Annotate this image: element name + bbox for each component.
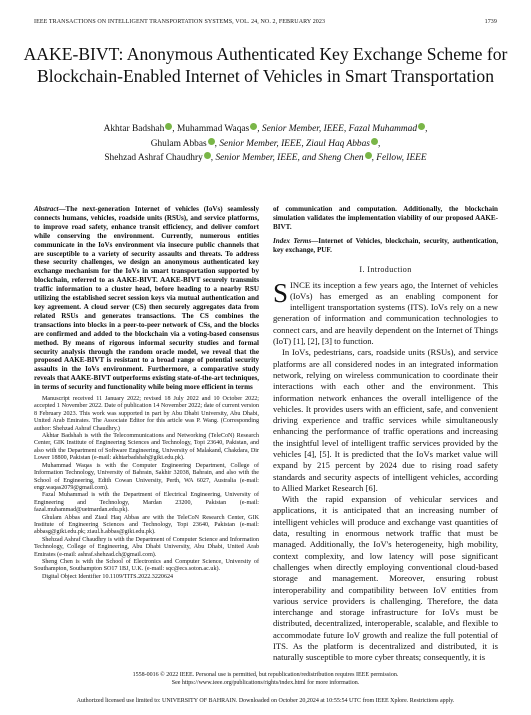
- left-column: [34, 205, 259, 581]
- orcid-icon[interactable]: [371, 138, 378, 145]
- right-column: [273, 205, 498, 664]
- footnote: Sheng Chen is with the School of Electronics and Computer Science, University of Southampton, Southampton SO17 1BJ, U.K. (e-mail: sqc@ecs.soton.ac.uk).: [34, 558, 259, 573]
- journal-header: IEEE TRANSACTIONS ON INTELLIGENT TRANSPORTATION SYSTEMS, VOL. 24, NO. 2, FEBRUARY 2023: [34, 19, 326, 25]
- drop-cap: S: [273, 277, 289, 308]
- orcid-icon[interactable]: [204, 152, 211, 159]
- paragraph: In IoVs, pedestrians, cars, roadside units (RSUs), and service platforms are all considered nodes in an integrated information network, relying on wireless communication to coordinate their interactions with each other and the environment. This information network enhances the overall intelligence of the vehicles. It provides users with an efficient, safe, and convenient driving experience and traffic services while simultaneously enhancing the performance of traffic operations and increasing the insightful level of intelligent traffic services provided by the vehicles [4], [5]. It is predicted that the IoVs market value will expand by 215 percent by 2024 due to rising road safety standards and security aspects of intelligent vehicles, according to Allied Market Research [6].: [273, 347, 498, 493]
- author-line-3: Shehzad Ashraf Chaudhry , Senior Member, IEEE, and Sheng Chen , Fellow, IEEE: [104, 153, 427, 163]
- page-number: 1739: [484, 19, 497, 25]
- footnote: Fazal Muhammad is with the Department of Electrical Engineering, University of Engineering and Technology, Mardan 23200, Pakistan (e-mail: fazal.muhammad@uetmardan.edu.pk).: [34, 492, 259, 514]
- author-line-2: Ghulam Abbas , Senior Member, IEEE, Ziaul Haq Abbas ,: [150, 138, 381, 149]
- index-terms: Index Terms—Internet of Vehicles, blockchain, security, authentication, key exchange, PUF.: [273, 236, 498, 254]
- paragraph: With the rapid expansion of vehicular services and applications, it is anticipated that an increasing number of intelligent vehicles will produce and exchange vast quantities of data, resulting in enormous network traffic that must be managed. Additionally, the IoV's heterogeneity, high mobility, context complexity, and low latency will pose significant challenges when directly employing conventional cloud-based storage and management. Moreover, ensuring robust interoperability and compatibility between IoV entities from various service providers is challenging. Therefore, the data interchange and storage infrastructure for IoVs must be distributed, decentralized, interoperable, scalable, and flexible to accommodate future IoV growth and realize the full potential of ITS. As the platform is decentralized and distributed, it is naturally susceptible to more cyber threats; consequently, it is: [273, 494, 498, 663]
- paper-title: AAKE-BIVT: Anonymous Authenticated Key Exchange Scheme for Blockchain-Enabled Internet of Vehicles in Smart Transportation: [23, 44, 508, 86]
- footnote: Manuscript received 11 January 2022; revised 18 July 2022 and 10 October 2022; accepted 1 November 2022. Date of publication 14 November 2022; date of current version 8 February 2023. This work was supported in part by Abu Dhabi University, Abu Dhabi, United Arab Emirates. The Associate Editor for this article was P. Wang. (Corresponding author: Shehzad Ashraf Chaudhry.): [34, 396, 259, 432]
- doi[interactable]: Digital Object Identifier 10.1109/TITS.2022.3220624: [42, 573, 174, 580]
- footnotes: [34, 396, 259, 581]
- paragraph: SINCE its inception a few years ago, the Internet of vehicles (IoVs) has emerged as an enabling component for intelligent transportation systems (ITS). IoVs rely on a new generation of information and communication technologies to connect cars, and are heavily dependent on the Internet of Things (IoT) [1], [2], [3] to function.: [273, 277, 498, 347]
- introduction-body: [273, 277, 498, 664]
- section-heading: I. Introduction: [359, 264, 412, 274]
- orcid-icon[interactable]: [418, 123, 425, 130]
- footnote: Akhtar Badshah is with the Telecommunications and Networking (TeleCoN) Research Center, GIK Institute of Engineering Sciences and Technology, Topi 23640, Pakistan, and also with the Department of Software Engineering, University of Malakand, Chakdara, Dir Lower 18800, Pakistan (e-mail: akhtarbadshah@giki.edu.pk).: [34, 433, 259, 462]
- footnote: Shehzad Ashraf Chaudhry is with the Department of Computer Science and Information Technology, College of Engineering, Abu Dhabi University, Abu Dhabi, United Arab Emirates (e-mail: ashraf.shehzad.ch@gmail.com).: [34, 536, 259, 558]
- footnote: Ghulam Abbas and Ziaul Haq Abbas are with the TeleCoN Research Center, GIK Institute of Engineering Sciences and Technology, Topi 23640, Pakistan (e-mail: abbasg@giki.edu.pk; ziaul.h.abbas@giki.edu.pk).: [34, 514, 259, 536]
- abstract: Abstract—The next-generation Internet of vehicles (IoVs) seamlessly connects humans, vehicles, roadside units (RSUs), and service platforms, to improve road safety, enhance transit efficiency, and deliver comfort while conserving the environment. Currently, numerous entities communicate in the IoVs environment via insecure public channels that are susceptible to a variety of security assaults and threats. To address these security challenges, we design an anonymous authenticated key exchange mechanism for the IoVs in smart transportation supported by blockchain, referred to as AAKE-BIVT. AAKE-BIVT securely transmits traffic information to a cluster head, before heading to a nearby RSU utilizing the established secret session keys via mutual authentication and key agreement. A cloud server (CS) then securely aggregates data from related RSUs and generates transactions. The CS combines the transactions into blocks in a peer-to-peer network of CSs, and the blocks are confirmed and added to the blockchain via a voting-based consensus method. By means of rigorous informal security studies and formal security analysis through the random oracle model, we reveal that the proposed AAKE-BIVT is resistant to a broad range of potential security assaults in the IoVs environment. Furthermore, a comparative study reveals that AAKE-BIVT outperforms existing state-of-the-art techniques, in terms of security and functionality while being more efficient in terms: [34, 205, 259, 392]
- orcid-icon[interactable]: [208, 138, 215, 145]
- abstract-continued: of communication and computation. Additionally, the blockchain simulation validates the implementation viability of our proposed AAKE-BIVT.: [273, 205, 498, 231]
- author-list: [30, 122, 501, 166]
- license-footer: Authorized licensed use limited to: UNIVERSITY OF BAHRAIN. Downloaded on October 20,2024 at 10:55:54 UTC from IEEE Xplore. Restrictions apply.: [76, 698, 455, 704]
- author-line-1: Akhtar Badshah , Muhammad Waqas , Senior Member, IEEE, Fazal Muhammad ,: [103, 124, 428, 134]
- orcid-icon[interactable]: [365, 152, 372, 159]
- footnote: Muhammad Waqas is with the Computer Engineering Department, College of Information Technology, University of Bahrain, Sakhir 32038, Bahrain, and also with the School of Engineering, Edith Cowan University, Perth, WA 6027, Australia (e-mail: engr.waqas2079@gmail.com).: [34, 462, 259, 491]
- copyright-notice: 1558-0016 © 2022 IEEE. Personal use is permitted, but republication/redistribution requires IEEE permission. See https://www.ieee.org/publications/rights/index.html for more information.: [132, 672, 399, 686]
